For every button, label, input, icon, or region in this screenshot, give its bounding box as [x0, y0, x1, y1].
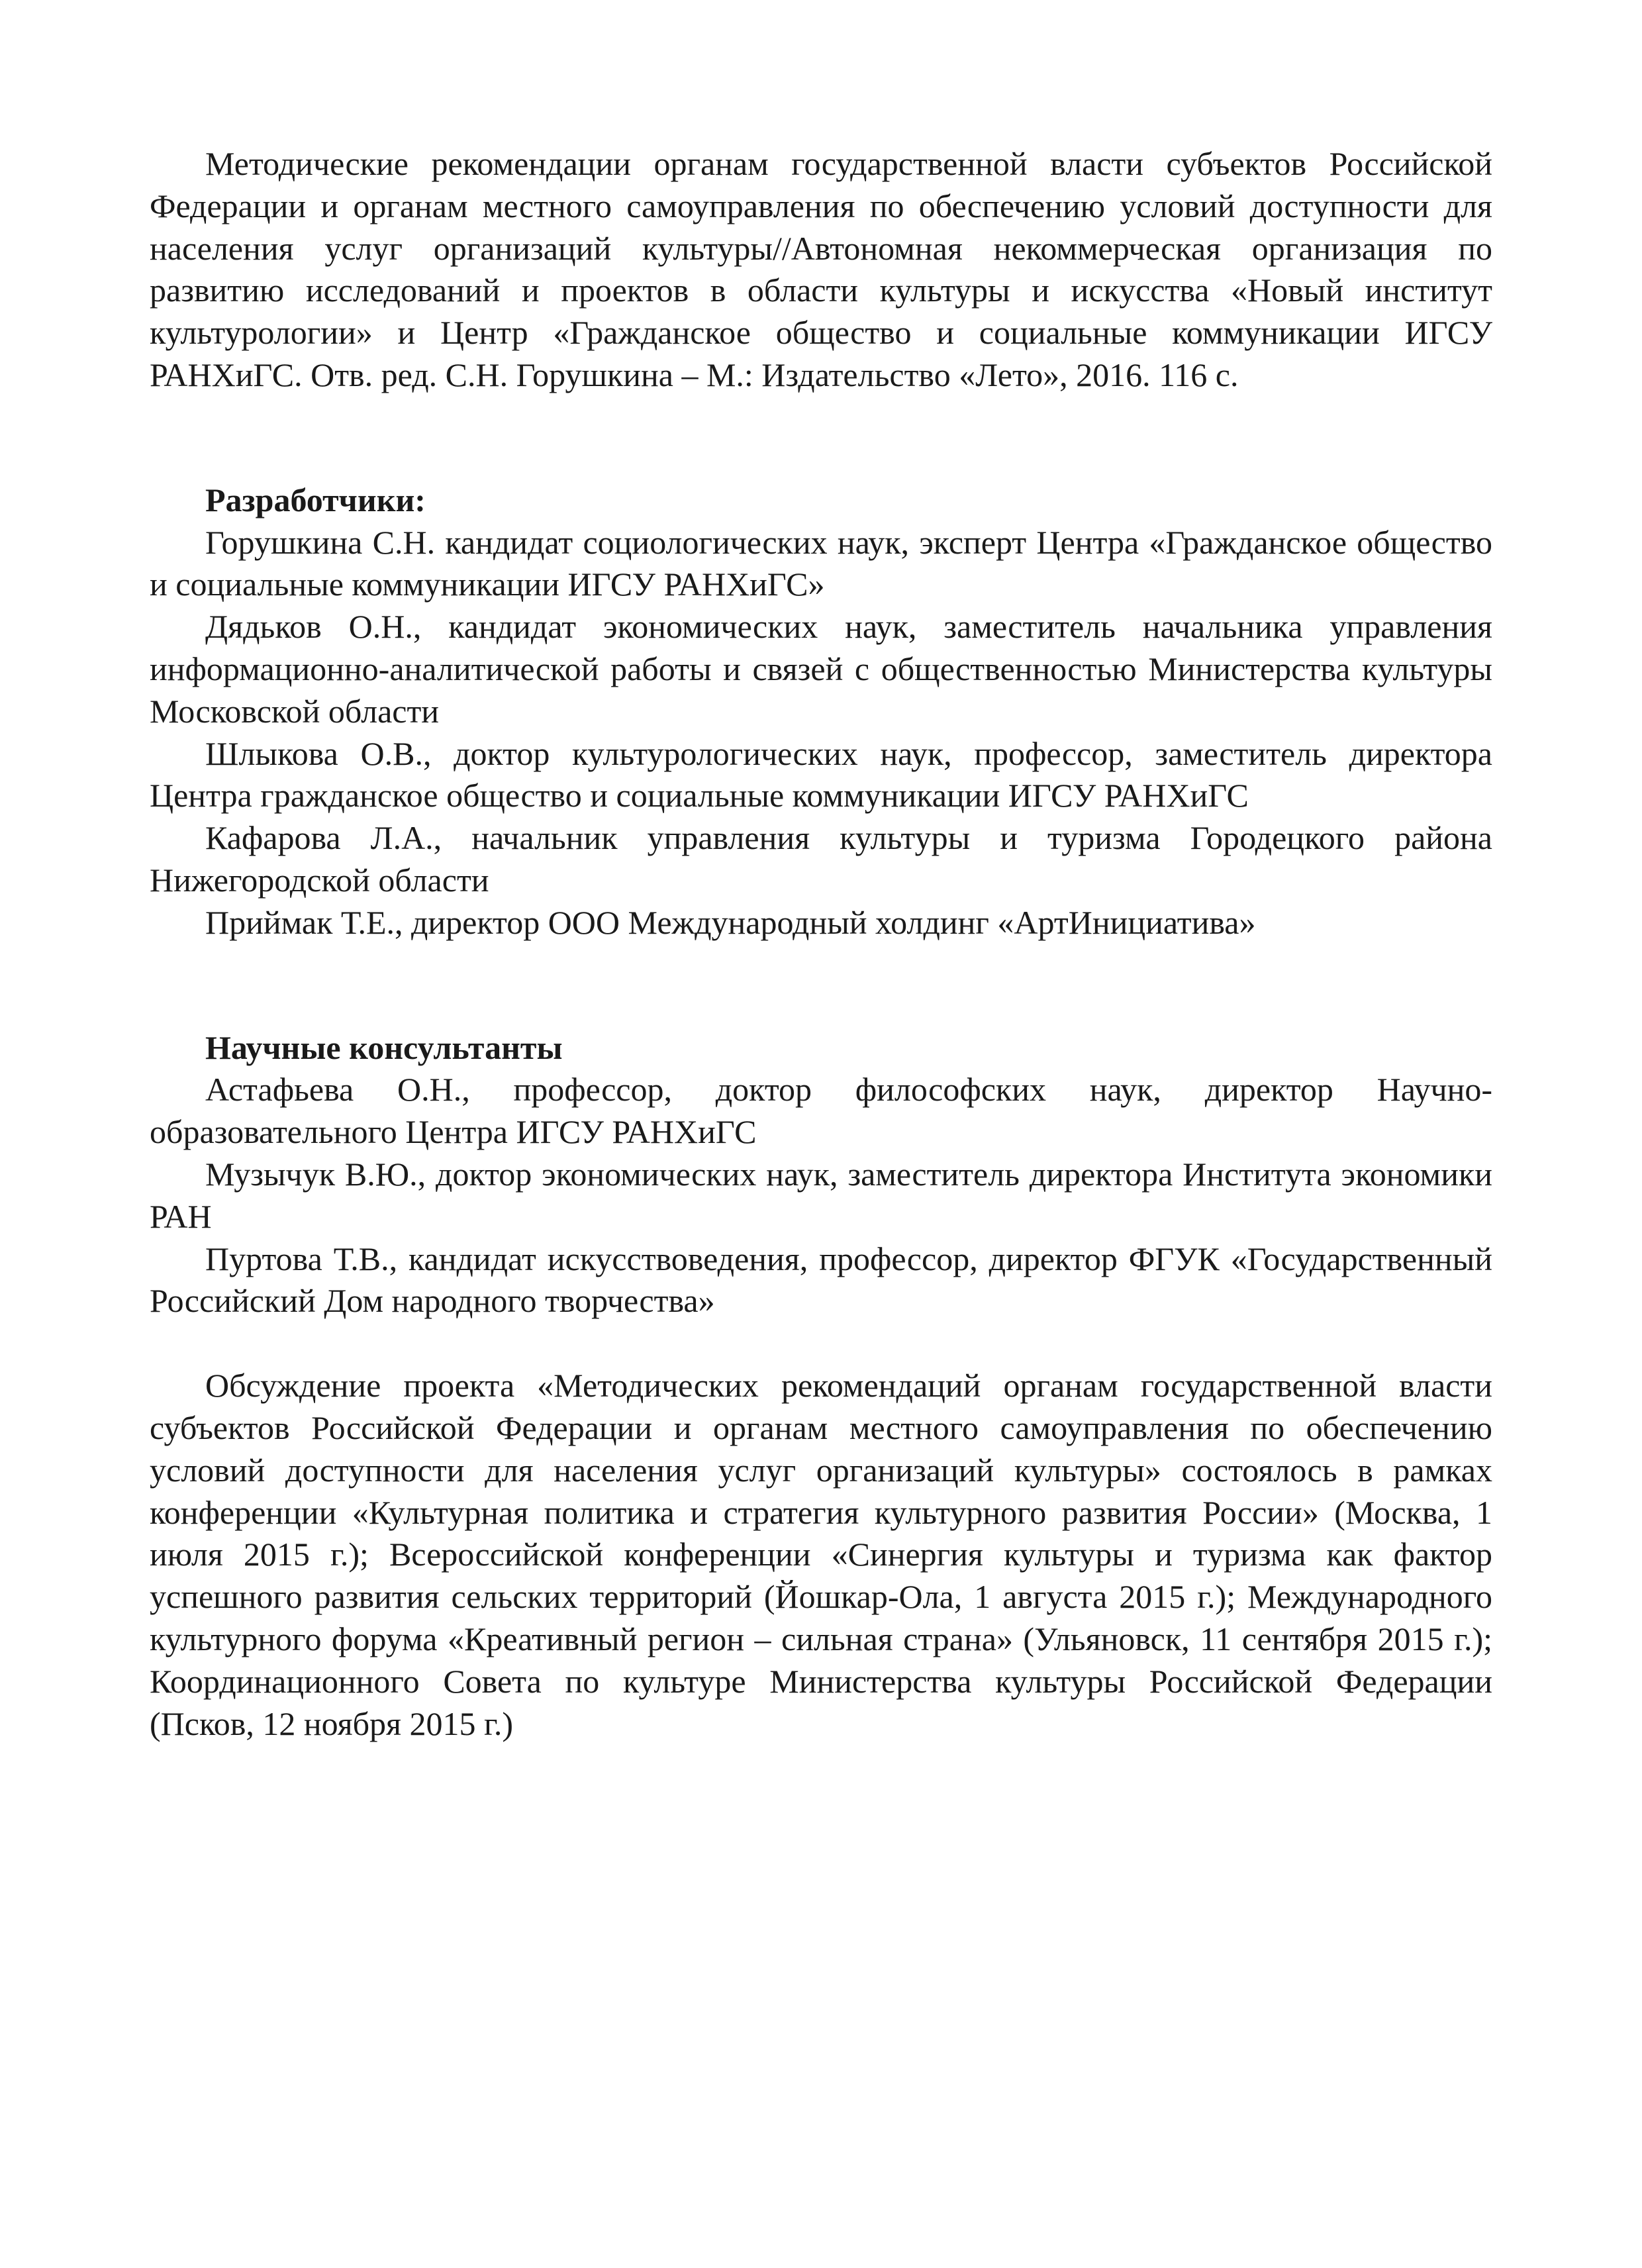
consultant-entry: Астафьева О.Н., профессор, доктор философских наук, директор Научно-образовательного Центра ИГСУ РАНХиГС: [150, 1071, 1492, 1151]
consultant-entry: Музычук В.Ю., доктор экономических наук, заместитель директора Института экономики РАН: [150, 1155, 1492, 1235]
developer-entry: Кафарова Л.А., начальник управления культуры и туризма Городецкого района Нижегородской области: [150, 819, 1492, 899]
bibliographic-description: Методические рекомендации органам государственной власти субъектов Российской Федерации и органам местного самоуправления по обеспечению условий доступности для населения услуг организаций культуры//Автономная некоммерческая организация по развитию исследований и проектов в области культуры и искусства «Новый институт культурологии» и Центр «Гражданское общество и социальные коммуникации ИГСУ РАНХиГС. Отв. ред. С.Н. Горушкина – М.: Издательство «Лето», 2016. 116 с.: [150, 145, 1492, 393]
consultants-section: [150, 1027, 1492, 1323]
discussion-section: [150, 1365, 1492, 1745]
developer-entry: Шлыкова О.В., доктор культурологических наук, профессор, заместитель директора Центра гражданское общество и социальные коммуникации ИГСУ РАНХиГС: [150, 734, 1492, 814]
developers-heading: Разработчики:: [205, 481, 426, 518]
developers-section: [150, 479, 1492, 944]
consultants-heading: Научные консультанты: [205, 1028, 563, 1066]
document-page: [150, 143, 1492, 1745]
discussion-paragraph: Обсуждение проекта «Методических рекомендаций органам государственной власти субъектов Российской Федерации и органам местного самоуправления по обеспечению условий доступности для населения услуг организаций культуры» состоялось в рамках конференции «Культурная политика и стратегия культурного развития России» (Москва, 1 июля 2015 г.); Всероссийской конференции «Синергия культуры и туризма как фактор успешного развития сельских территорий (Йошкар-Ола, 1 августа 2015 г.); Международного культурного форума «Креативный регион – сильная страна» (Ульяновск, 11 сентября 2015 г.); Координационного Совета по культуре Министерства культуры Российской Федерации (Псков, 12 ноября 2015 г.): [150, 1367, 1492, 1742]
developer-entry: Приймак Т.Е., директор ООО Международный холдинг «АртИнициатива»: [205, 903, 1256, 941]
developer-entry: Дядьков О.Н., кандидат экономических наук, заместитель начальника управления информационно-аналитической работы и связей с общественностью Министерства культуры Московской области: [150, 608, 1492, 730]
developer-entry: Горушкина С.Н. кандидат социологических наук, эксперт Центра «Гражданское общество и социальные коммуникации ИГСУ РАНХиГС»: [150, 523, 1492, 603]
consultant-entry: Пуртова Т.В., кандидат искусствоведения, профессор, директор ФГУК «Государственный Российский Дом народного творчества»: [150, 1240, 1492, 1320]
